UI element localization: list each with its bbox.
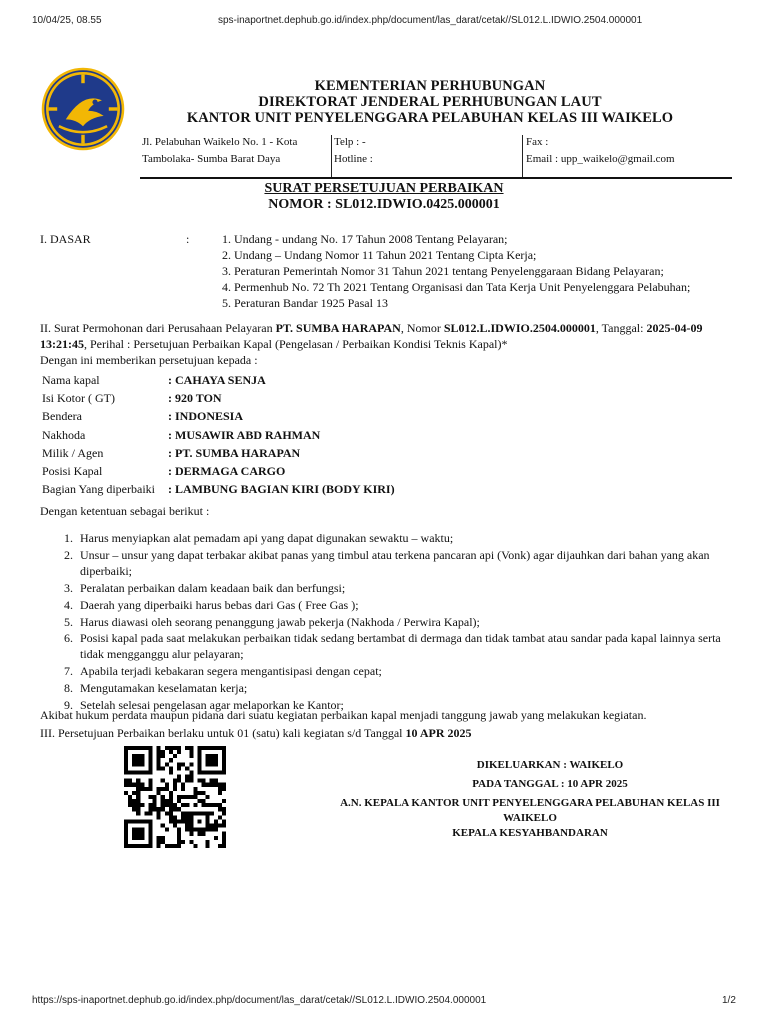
condition-text: Peralatan perbaikan dalam keadaan baik dan berfungsi; (80, 580, 346, 595)
condition-item (40, 530, 740, 546)
ministry-name: KEMENTERIAN PERHUBUNGAN (314, 78, 546, 94)
condition-item (40, 614, 740, 630)
address-line: Tambolaka- Sumba Barat Daya (142, 153, 281, 165)
dasar-colon: : (186, 232, 190, 246)
letterhead (140, 78, 720, 126)
condition-text: Harus diawasi oleh seorang penanggung jawab pekerja (Nakhoda / Perwira Kapal); (80, 614, 480, 629)
condition-text: Apabila terjadi kebakaran segera mengantisipasi dengan cepat; (80, 664, 382, 679)
office-contact (526, 134, 736, 176)
condition-text: Unsur – unsur yang dapat terbakar akibat panas yang timbul atau terkena pancaran api (Vonk) agar dijauhkan dari bahan yang akan diperbaiki; (80, 547, 710, 578)
telp-line: Telp : - (334, 136, 366, 148)
condition-item (40, 580, 740, 596)
list-item: 5. Peraturan Bandar 1925 Pasal 13 (222, 296, 388, 310)
list-item: 4. Permenhub No. 72 Th 2021 Tentang Organisasi dan Tata Kerja Unit Penyelenggara Pelabuhan; (222, 280, 691, 294)
conditions-list (40, 530, 740, 714)
ship-field-label: Nakhoda (42, 427, 86, 442)
ship-field-label: Milik / Agen (42, 445, 104, 460)
request-paragraph (40, 320, 730, 352)
condition-number: 4. (64, 597, 73, 612)
condition-number: 5. (64, 614, 73, 629)
ship-field-value: : INDONESIA (168, 409, 244, 424)
print-url: sps-inaportnet.dephub.go.id/index.php/document/las_darat/cetak//SL012.L.IDWIO.2504.000001 (218, 15, 643, 26)
request-number: SL012.L.IDWIO.2504.000001 (443, 321, 596, 335)
print-footer-url: https://sps-inaportnet.dephub.go.id/index.php/document/las_darat/cetak//SL012.L.IDWIO.2504.000001 (32, 995, 487, 1006)
condition-item (40, 597, 740, 613)
liability-text: Akibat hukum perdata maupun pidana dari suatu kegiatan perbaikan kapal menjadi tanggung jawab yang melakukan kegiatan. (40, 708, 647, 722)
condition-number: 3. (64, 580, 73, 595)
ship-field-value: : MUSAWIR ABD RAHMAN (168, 427, 321, 442)
ship-field-label: Isi Kotor ( GT) (42, 391, 115, 406)
fax-line: Fax : (526, 136, 549, 148)
validity-text (40, 725, 472, 741)
condition-item (40, 680, 740, 696)
condition-text: Daerah yang diperbaiki harus bebas dari Gas ( Free Gas ); (80, 597, 359, 612)
text-run: , Tanggal: (595, 321, 647, 335)
print-datetime: 10/04/25, 08.55 (32, 15, 102, 26)
condition-text: Posisi kapal pada saat melakukan perbaikan tidak sedang bertambat di dermaga dan tidak tambat atau sandar pada kapal lainnya serta tidak mengganggu alur pelayaran; (80, 631, 721, 662)
dasar-label: I. DASAR (40, 232, 91, 246)
text-run: , Perihal : Persetujuan Perbaikan Kapal (Pengelasan / Perbaikan Kondisi Teknis Kapal)* (84, 337, 508, 351)
ship-field-value: : DERMAGA CARGO (168, 463, 286, 478)
condition-number: 7. (64, 664, 73, 679)
condition-number: 8. (64, 681, 73, 696)
grant-text: Dengan ini memberikan persetujuan kepada : (40, 353, 258, 367)
page-number: 1/2 (722, 995, 736, 1006)
hotline-line: Hotline : (334, 153, 373, 165)
condition-number: 6. (64, 631, 73, 646)
address-line: Jl. Pelabuhan Waikelo No. 1 - Kota (142, 136, 298, 148)
text-run: , Nomor (400, 321, 444, 335)
condition-item (40, 630, 740, 662)
text-run: III. Persetujuan Perbaikan berlaku untuk 01 (satu) kali kegiatan s/d Tanggal (40, 726, 406, 740)
divider (522, 135, 523, 177)
document-title (0, 181, 768, 213)
ministry-emblem-icon (40, 66, 126, 152)
condition-number: 9. (64, 698, 73, 713)
request-date: 2025-04-09 13:21:45 (40, 321, 703, 351)
ship-field-label: Posisi Kapal (42, 463, 103, 478)
condition-number: 1. (64, 531, 73, 545)
text-run: II. Surat Permohonan dari Perusahaan Pelayaran (40, 321, 276, 335)
company-name: PT. SUMBA HARAPAN (275, 321, 401, 335)
title-line: SURAT PERSETUJUAN PERBAIKAN (264, 181, 504, 196)
list-item: 2. Undang – Undang Nomor 11 Tahun 2021 Tentang Cipta Kerja; (222, 248, 537, 262)
signatory-line: WAIKELO (503, 812, 557, 824)
condition-item (40, 663, 740, 679)
condition-text: Harus menyiapkan alat pemadam api yang dapat digunakan sewaktu – waktu; (80, 531, 454, 545)
issued-on: PADA TANGGAL : 10 APR 2025 (472, 778, 628, 790)
office-address (142, 134, 328, 176)
ship-field-value: : 920 TON (168, 391, 222, 406)
validity-date: 10 APR 2025 (405, 726, 472, 740)
ship-field-value: : CAHAYA SENJA (168, 373, 266, 387)
directorate-name: DIREKTORAT JENDERAL PERHUBUNGAN LAUT (258, 94, 602, 110)
signature-block (300, 758, 760, 841)
condition-text: Setelah selesai pengelasan agar melaporkan ke Kantor; (80, 698, 344, 713)
signatory-title: KEPALA KESYAHBANDARAN (452, 827, 608, 839)
email-line: Email : upp_waikelo@gmail.com (526, 153, 675, 165)
condition-item (40, 547, 740, 579)
divider (331, 135, 332, 177)
issued-at: DIKELUARKAN : WAIKELO (476, 759, 624, 771)
ship-field-value: : PT. SUMBA HARAPAN (168, 445, 301, 460)
signatory-line: A.N. KEPALA KANTOR UNIT PENYELENGGARA PELABUHAN KELAS III (340, 797, 720, 809)
list-item: 1. Undang - undang No. 17 Tahun 2008 Tentang Pelayaran; (222, 232, 508, 246)
office-name: KANTOR UNIT PENYELENGGARA PELABUHAN KELAS III WAIKELO (186, 110, 674, 126)
condition-number: 2. (64, 547, 73, 562)
ship-field-label: Nama kapal (42, 373, 100, 387)
ship-field-label: Bagian Yang diperbaiki (42, 482, 155, 497)
letterhead-rule (140, 177, 732, 179)
conditions-intro: Dengan ketentuan sebagai berikut : (40, 504, 210, 518)
document-number: NOMOR : SL012.IDWIO.0425.000001 (268, 197, 500, 212)
dasar-list (222, 231, 690, 311)
ship-field-value: : LAMBUNG BAGIAN KIRI (BODY KIRI) (168, 482, 395, 497)
list-item: 3. Peraturan Pemerintah Nomor 31 Tahun 2021 tentang Penyelenggaraan Bidang Pelayaran; (222, 264, 664, 278)
office-phone (334, 134, 520, 176)
condition-text: Mengutamakan keselamatan kerja; (80, 681, 248, 696)
ship-field-label: Bendera (42, 409, 82, 424)
qr-code-icon (124, 746, 226, 848)
